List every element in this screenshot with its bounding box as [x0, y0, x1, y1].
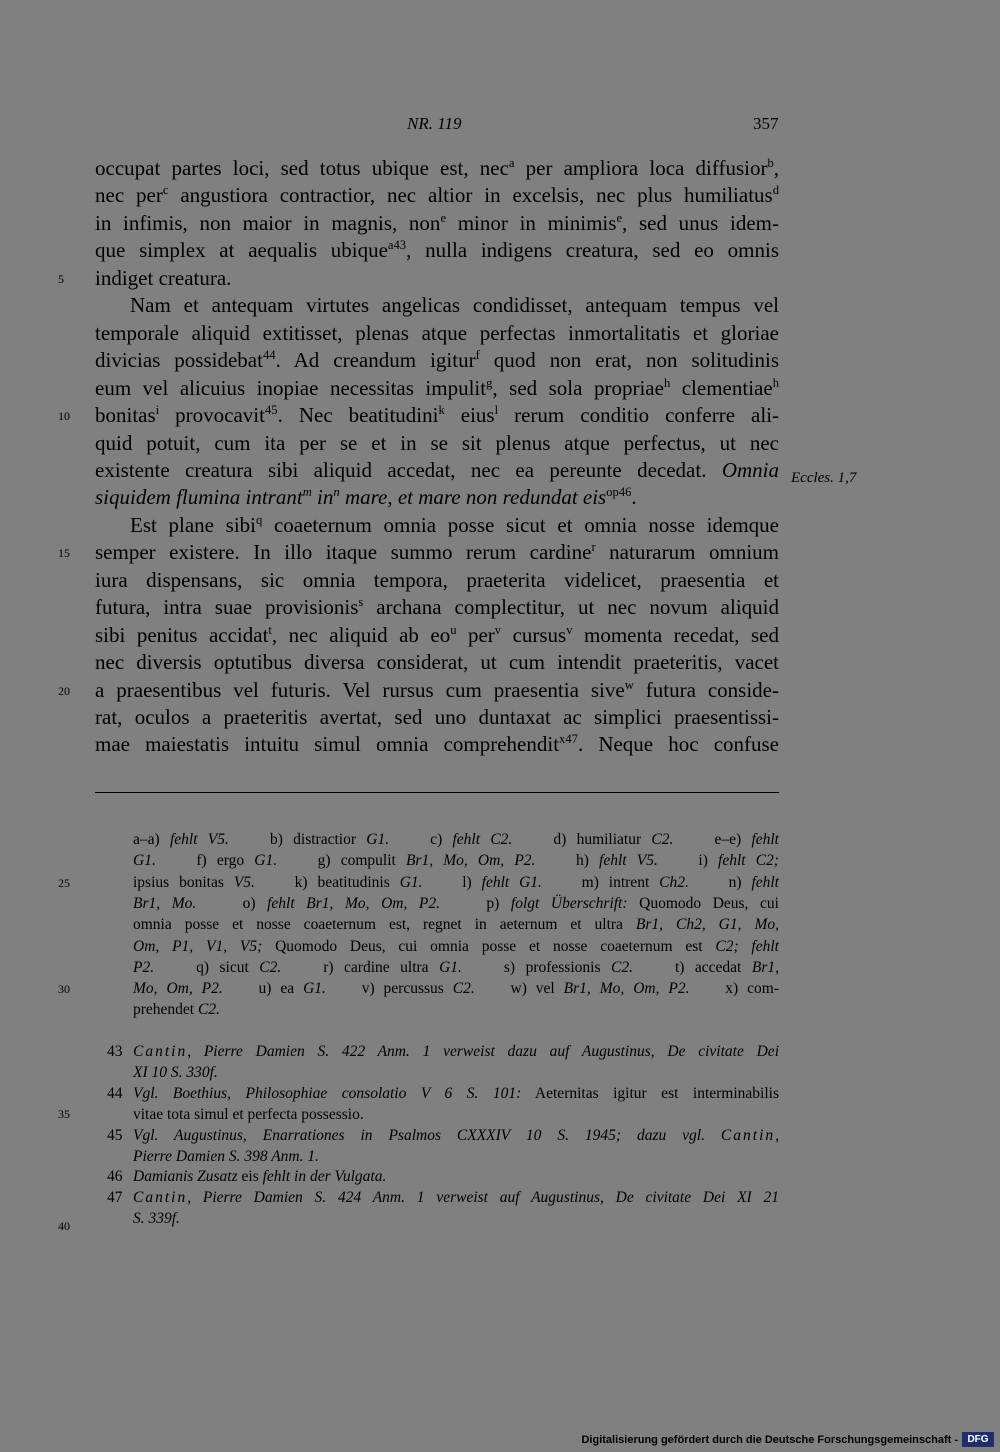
- footnote-line: vitae tota simul et perfecta possessio.: [133, 1106, 364, 1123]
- text-line: sibi penitus accidat$^t$, nec aliquid ab $eo^u$ per$^v$ cursus$^v$ momenta recedat, sed: [95, 623, 779, 647]
- line-number: 20: [58, 684, 70, 698]
- apparatus-line: ipsius bonitas V5. k) beatitudinis G1. l) fehlt G1. m) intrent Ch2. n) fehlt: [133, 874, 779, 891]
- apparatus-line: P2. q) sicut C2. r) cardine ultra G1. s) professionis C2. t) accedat Br1,: [133, 959, 779, 976]
- text-line: mae maiestatis intuitu simul omnia comprehendit$^{x47}$. Neque hoc confuse: [95, 732, 779, 756]
- text-line: semper existere. In illo itaque summo rerum cardine$^r$ naturarum omnium: [95, 540, 779, 564]
- footnote-line: XI 10 S. 330f.: [133, 1064, 218, 1081]
- footer-credit: Digitalisierung gefördert durch die Deutsche Forschungsgemeinschaft -: [581, 1434, 958, 1446]
- text-line: futura, intra suae provisionis$^s$ archana complectitur, ut nec novum aliquid: [95, 595, 780, 619]
- page-number: 357: [753, 114, 779, 133]
- apparatus-line: a–a) fehlt V5. b) distractior G1. c) fehlt C2. d) humiliatur C2. e–e) fehlt: [133, 831, 779, 848]
- apparatus-line: omnia posse et nosse coaeternum est, regnet in aeternum et ultra Br1, Ch2, G1, Mo,: [133, 916, 779, 933]
- apparatus-line: Mo, Om, P2. u) ea G1. v) percussus C2. w) vel Br1, Mo, Om, P2. x) com-: [133, 980, 779, 997]
- margin-reference: Eccles. 1,7: [791, 470, 857, 486]
- footer-bar: [0, 1428, 1000, 1452]
- text-line: existente creatura sibi aliquid accedat, nec ea pereunte decedat. Omnia: [95, 458, 779, 482]
- text-line: in infimis, non maior in magnis, non$^e$ minor in minimis$^e$, sed unus idem-: [95, 211, 779, 235]
- footnote-number: 46: [107, 1168, 123, 1185]
- line-number: 10: [58, 409, 70, 423]
- line-number: 15: [58, 546, 70, 560]
- line-number: 40: [58, 1219, 70, 1233]
- text-line: que simplex at aequalis ubique$^{a43}$, nulla indigens creatura, sed eo omnis: [95, 238, 779, 262]
- text-line: Est plane sibi$^q$ coaeternum omnia posse sicut et omnia nosse idemque: [130, 513, 779, 537]
- footnote-line: Vgl. Augustinus, Enarrationes in Psalmos CXXXIV 10 S. 1945; dazu vgl. Cantin,: [133, 1127, 779, 1144]
- text-line: nec diversis optutibus diversa considerat, ut cum intendit praeteritis, vacet: [95, 650, 779, 674]
- text-line: bonitas$^i$ provocavit$^{45}$. Nec beatitudini$^k$ eius$^l$ rerum conditio conferre ali-: [95, 403, 780, 427]
- footnote-line: Cantin, Pierre Damien S. 424 Anm. 1 verweist auf Augustinus, De civitate Dei XI 21: [133, 1189, 779, 1206]
- line-number: 35: [58, 1107, 70, 1121]
- text-line: a praesentibus vel futuris. Vel rursus cum praesentia sive$^w$ futura conside-: [95, 678, 779, 702]
- apparatus-line: Om, P1, V1, V5; Quomodo Deus, cui omnia posse et nosse coaeternum est C2; fehlt: [133, 938, 779, 955]
- footnote-line: S. 339f.: [133, 1210, 180, 1227]
- apparatus-line: Br1, Mo. o) fehlt Br1, Mo, Om, P2. p) folgt Überschrift: Quomodo Deus, cui: [133, 895, 779, 912]
- footnote-line: Pierre Damien S. 398 Anm. 1.: [133, 1148, 319, 1165]
- footnote-line: Damianis Zusatz eis fehlt in der Vulgata.: [133, 1168, 387, 1185]
- text-line: siquidem flumina intrant$^m$ $in^n$ mare, et mare non redundat eis$^{op46}$.: [95, 485, 637, 509]
- text-line: iura dispensans, sic omnia tempora, praeterita videlicet, praesentia et: [95, 568, 779, 592]
- footnote-line: Vgl. Boethius, Philosophiae consolatio V 6 S. 101: Aeternitas igitur est interminabilis: [133, 1085, 779, 1102]
- text-line: Nam et antequam virtutes angelicas condidisset, antequam tempus vel: [130, 293, 779, 317]
- apparatus-line: prehendet C2.: [133, 1001, 220, 1018]
- footnote-rule: [95, 792, 779, 793]
- dfg-logo: DFG: [962, 1432, 994, 1447]
- footnote-number: 44: [107, 1085, 123, 1102]
- footnote-number: 45: [107, 1127, 123, 1144]
- apparatus-line: G1. f) ergo G1. g) compulit Br1, Mo, Om, P2. h) fehlt V5. i) fehlt C2;: [133, 852, 779, 869]
- line-number: 25: [58, 876, 70, 890]
- line-number: 5: [58, 272, 64, 286]
- text-line: divicias possidebat$^{44}$. Ad creandum igitur$^f$ quod non erat, non solitudinis: [95, 348, 779, 372]
- line-number: 30: [58, 982, 70, 996]
- running-title: NR. 119: [407, 114, 462, 133]
- text-line: indiget creatura.: [95, 266, 232, 290]
- text-line: temporale aliquid extitisset, plenas atque perfectas inmortalitatis et gloriae: [95, 321, 779, 345]
- text-line: quid potuit, cum ita per se et in se sit plenus atque perfectus, ut nec: [95, 431, 779, 455]
- footnote-number: 43: [107, 1043, 123, 1060]
- text-line: eum vel alicuius inopiae necessitas impulit$^g$, sed sola propriae$^h$ clementiae$^h$: [95, 376, 779, 400]
- text-line: occupat partes loci, sed totus ubique est, nec$^a$ per ampliora loca diffusior$^b$,: [95, 156, 779, 180]
- text-line: rat, oculos a praeteritis avertat, sed uno duntaxat ac simplici praesentissi-: [95, 705, 779, 729]
- text-line: nec per$^c$ angustiora contractior, nec altior in excelsis, nec plus humiliatus$^d$: [95, 183, 779, 207]
- footnote-number: 47: [107, 1189, 123, 1206]
- footnote-line: Cantin, Pierre Damien S. 422 Anm. 1 verweist dazu auf Augustinus, De civitate Dei: [133, 1043, 779, 1060]
